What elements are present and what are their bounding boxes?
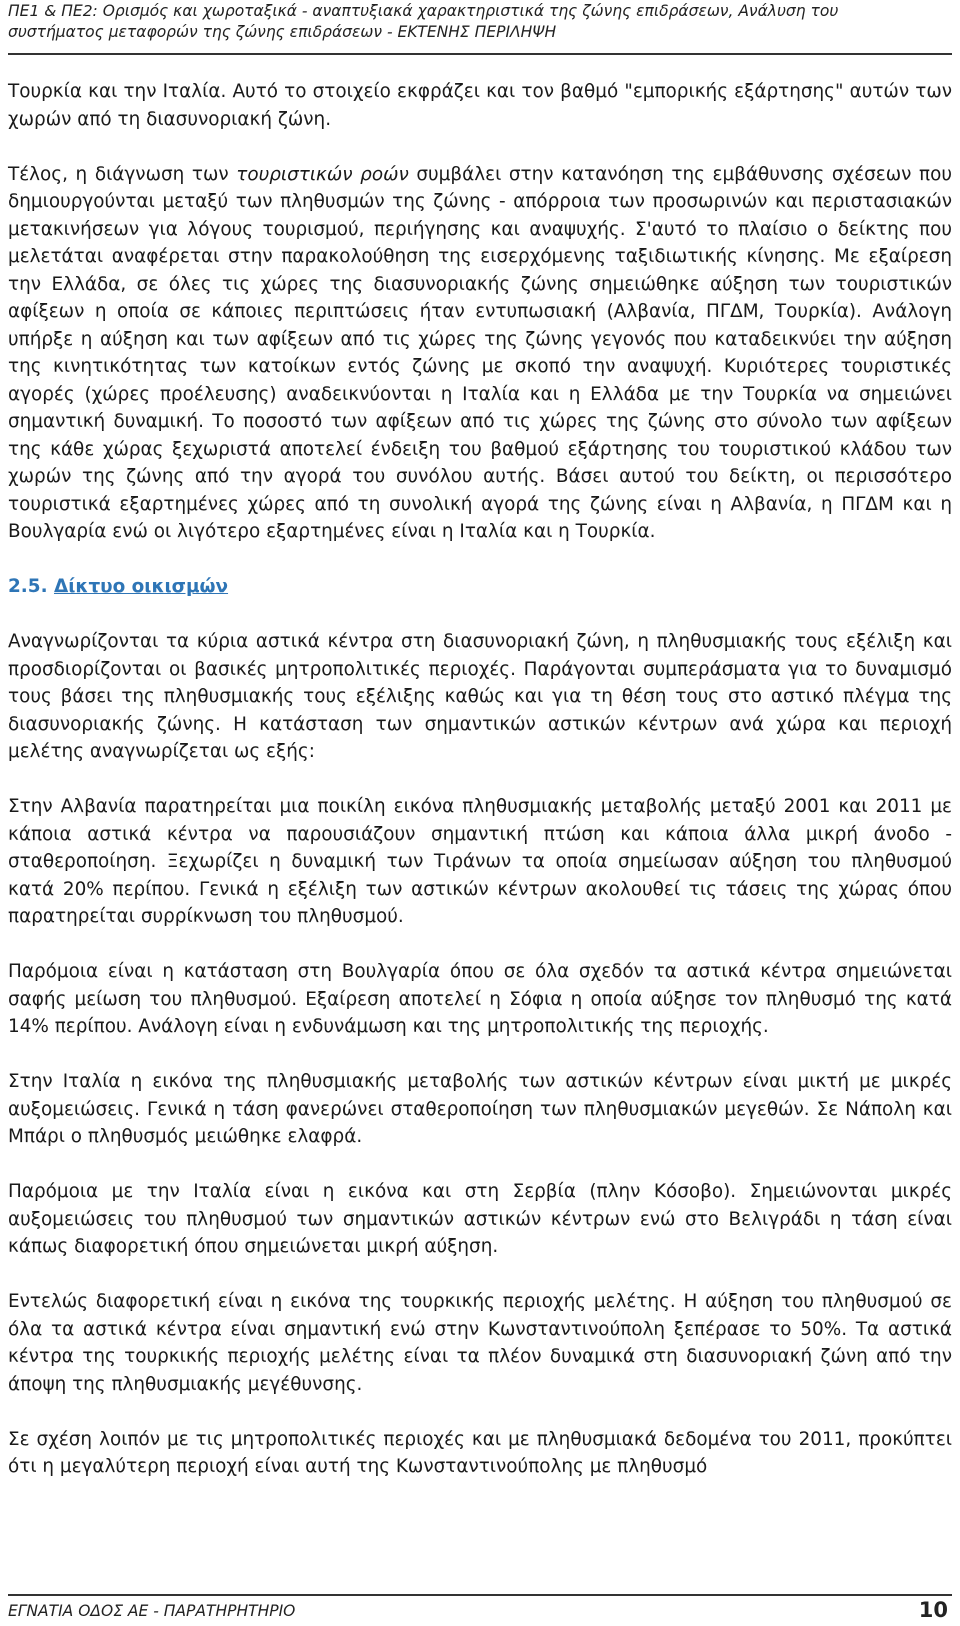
- section-title: Δίκτυο οικισμών: [53, 576, 229, 597]
- tourism-body-text: συμβάλει στην κατανόηση της εμβάθυνσης σχέσεων που δημιουργούνται μεταξύ των πληθυσμών της ζώνης - απόρροια των προσωρινών και περιστασιακών μετακινήσεων για λόγους τουρισμού, περιήγησης και αναψυχής. Σ'αυτό το πλαίσιο ο δείκτης που μελετάται αναφέρεται στην παρακολούθηση της εισερχόμενης ταξιδιωτικής κίνησης. Με εξαίρεση την Ελλάδα, σε όλες τις χώρες της διασυνοριακής ζώνης σημειώθηκε αύξηση των τουριστικών αφίξεων η οποία σε κάποιες περιπτώσεις ήταν εντυπωσιακή (Αλβανία, ΠΓΔΜ, Τουρκία). Ανάλογη υπήρξε η αύξηση και των αφίξεων από τις χώρες της ζώνης γεγονός που καταδεικνύει την αύξηση της κινητικότητας των κατοίκων εντός ζώνης με σκοπό την αναψυχή. Κυριότερες τουριστικές αγορές (χώρες προέλευσης) αναδεικνύονται η Ιταλία και η Ελλάδα με την Τουρκία να σημειώνει σημαντική δυναμική. Το ποσοστό των αφίξεων από τις χώρες της ζώνης στο σύνολο των αφίξεων της κάθε χώρας ξεχωριστά αποτελεί ένδειξη του βαθμού εξάρτησης του τουριστικού κλάδου των χωρών της ζώνης από την αγορά του συνόλου αυτής. Βάσει αυτού του δείκτη, οι περισσότερο τουριστικά εξαρτημένες χώρες από τη συνολική αγορά της ζώνης είναι η Αλβανία, η ΠΓΔΜ και η Βουλγαρία ενώ οι λιγότερο εξαρτημένες είναι η Ιταλία και η Τουρκία.: [8, 163, 952, 542]
- page-footer: [8, 1594, 952, 1626]
- paragraph-tourism-flows: [8, 161, 952, 546]
- page-header: [8, 0, 952, 55]
- paragraph-urban-centers-intro: Αναγνωρίζονται τα κύρια αστικά κέντρα στη διασυνοριακή ζώνη, η πληθυσμιακής τους εξέλιξη και προσδιορίζονται οι βασικές μητροπολιτικές περιοχές. Παράγονται συμπεράσματα για το δυναμισμό τους βάσει της πληθυσμιακής τους εξέλιξης καθώς και για τη θέση τους στο αστικό πλέγμα της διασυνοριακής ζώνης. Η κατάσταση των σημαντικών αστικών κέντρων ανά χώρα και περιοχή μελέτης αναγνωρίζεται ως εξής:: [8, 631, 952, 762]
- footer-text: ΕΓΝΑΤΙΑ ΟΔΟΣ ΑΕ - ΠΑΡΑΤΗΡΗΤΗΡΙΟ: [8, 1602, 296, 1620]
- header-line-2: συστήματος μεταφορών της ζώνης επιδράσεων - ΕΚΤΕΝΗΣ ΠΕΡΙΛΗΨΗ: [8, 23, 557, 41]
- paragraph-turkey: Εντελώς διαφορετική είναι η εικόνα της τουρκικής περιοχής μελέτης. Η αύξηση του πληθυσμού σε όλα τα αστικά κέντρα είναι σημαντική ενώ στην Κωνσταντινούπολη ξεπέρασε το 50%. Τα αστικά κέντρα της τουρκικής περιοχής μελέτης είναι τα πλέον δυναμικά στη διασυνοριακή ζώνη από την άποψη της πληθυσμιακής μεγέθυνσης.: [8, 1291, 952, 1395]
- page-number: 10: [918, 1598, 948, 1622]
- header-line-1: ΠΕ1 & ΠΕ2: Ορισμός και χωροταξικά - αναπτυξιακά χαρακτηριστικά της ζώνης επιδράσεων, Ανάλυση του: [8, 2, 839, 20]
- paragraph-serbia: Παρόμοια με την Ιταλία είναι η εικόνα και στη Σερβία (πλην Κόσοβο). Σημειώνονται μικρές αυξομειώσεις του πληθυσμού των σημαντικών αστικών κέντρων ενώ στο Βελιγράδι η τάση είναι κάπως διαφορετική όπου σημειώνεται μικρή αύξηση.: [8, 1181, 952, 1257]
- section-heading: [8, 573, 952, 601]
- paragraph-italy: Στην Ιταλία η εικόνα της πληθυσμιακής μεταβολής των αστικών κέντρων είναι μικτή με μικρές αυξομειώσεις. Γενικά η τάση φανερώνει σταθεροποίηση των πληθυσμιακών μεγεθών. Σε Νάπολη και Μπάρι ο πληθυσμός μειώθηκε ελαφρά.: [8, 1071, 952, 1147]
- paragraph-trade-dependency: Τουρκία και την Ιταλία. Αυτό το στοιχείο εκφράζει και τον βαθμό "εμπορικής εξάρτησης" αυτών των χωρών από τη διασυνοριακή ζώνη.: [8, 81, 952, 130]
- paragraph-albania: Στην Αλβανία παρατηρείται μια ποικίλη εικόνα πληθυσμιακής μεταβολής μεταξύ 2001 και 2011 με κάποια αστικά κέντρα να παρουσιάζουν σημαντική πτώση και κάποια άλλα μικρή άνοδο - σταθεροποίηση. Ξεχωρίζει η δυναμική των Τιράνων τα οποία σημείωσαν αύξηση του πληθυσμού κατά 20% περίπου. Γενικά η εξέλιξη των αστικών κέντρων ακολουθεί τις τάσεις της χώρας όπου παρατηρείται συρρίκνωση του πληθυσμού.: [8, 796, 952, 927]
- tourism-intro-text: Τέλος, η διάγνωση των: [8, 163, 237, 185]
- document-body: [8, 78, 952, 1508]
- paragraph-bulgaria: Παρόμοια είναι η κατάσταση στη Βουλγαρία όπου σε όλα σχεδόν τα αστικά κέντρα σημειώνεται σαφής μείωση του πληθυσμού. Εξαίρεση αποτελεί η Σόφια η οποία αύξησε τον πληθυσμό της κατά 14% περίπου. Ανάλογη είναι η ενδυνάμωση και της μητροπολιτικής της περιοχής.: [8, 961, 952, 1037]
- section-number: 2.5.: [8, 576, 48, 597]
- paragraph-metropolitan-areas: Σε σχέση λοιπόν με τις μητροπολιτικές περιοχές και με πληθυσμιακά δεδομένα του 2011, προκύπτει ότι η μεγαλύτερη περιοχή είναι αυτή της Κωνσταντινούπολης με πληθυσμό: [8, 1428, 952, 1477]
- tourism-emphasis: τουριστικών ροών: [236, 163, 409, 185]
